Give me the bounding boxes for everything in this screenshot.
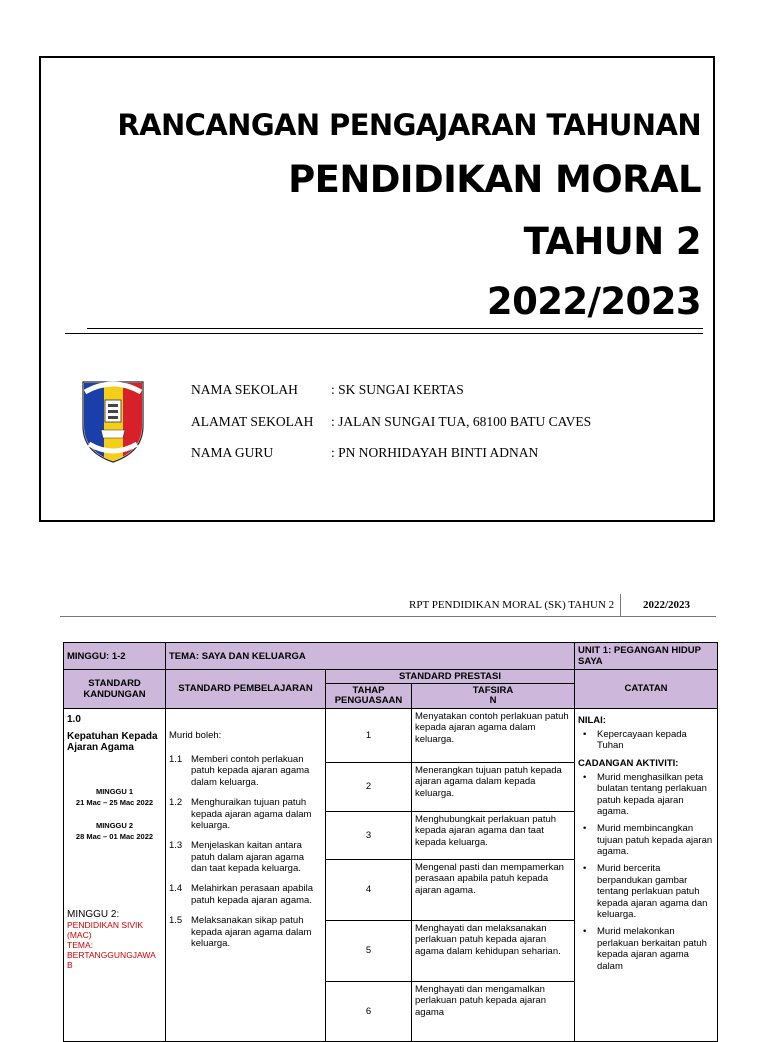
cover-title-line1: RANCANGAN PENGAJARAN TAHUNAN — [117, 108, 701, 142]
crest-red-band — [123, 382, 144, 464]
tafsiran-part-b: N — [489, 694, 497, 706]
sk-title: Kepatuhan Kepada Ajaran Agama — [67, 730, 158, 753]
sivik-line4: BERTANGGUNGJAWA — [67, 949, 156, 960]
col-header-sp: STANDARD PEMBELAJARAN — [166, 670, 326, 709]
table-row — [64, 708, 718, 762]
list-item: • Murid melakonkan perlakuan berkaitan patuh kepada ajaran agama dalam — [578, 926, 714, 972]
sk-cell — [64, 708, 166, 1041]
tahap-description: Menyatakan contoh perlakuan patuh kepada ajaran agama dalam keluarga. — [412, 708, 575, 762]
tahap-description: Menghayati dan melaksanakan perlakuan patuh kepada ajaran agama dalam kehidupan seharian. — [412, 920, 575, 981]
sivik-line5: B — [67, 959, 73, 970]
sp-item-num: 1.3 — [169, 840, 183, 852]
sp-item — [169, 883, 322, 906]
tahap-level: 3 — [326, 811, 412, 859]
nilai-list — [578, 729, 714, 752]
sp-item-text: Melahirkan perasaan apabila patuh kepada ajaran agama. — [191, 883, 313, 906]
info-value-school: : SK SUNGAI KERTAS — [331, 382, 464, 397]
minggu2-label: MINGGU 2 — [95, 820, 134, 830]
col-header-tafsiran — [412, 684, 575, 709]
sivik-line2: (MAC) — [67, 929, 92, 940]
cover-title-line2: PENDIDIKAN MORAL — [288, 158, 701, 201]
cover-divider-top — [87, 328, 703, 329]
list-item: • Kepercayaan kepada Tuhan — [578, 729, 714, 752]
sp-intro: Murid boleh: — [169, 729, 222, 741]
col-header-catatan: CATATAN — [575, 670, 718, 709]
catatan-cell — [575, 708, 718, 1041]
col-header-sk: STANDARD KANDUNGAN — [64, 670, 166, 709]
sp-item — [169, 840, 322, 874]
info-value-address: : JALAN SUNGAI TUA, 68100 BATU CAVES — [331, 413, 592, 429]
sp-cell — [166, 708, 326, 1041]
sp-item — [169, 915, 322, 949]
nilai-heading: NILAI: — [578, 714, 606, 726]
sp-item-text: Menjelaskan kaitan antara patuh dalam ajaran agama dan taat kepada keluarga. — [191, 840, 305, 875]
minggu2-date: 28 Mac – 01 Mac 2022 — [75, 831, 154, 841]
minggu-cell: MINGGU: 1-2 — [64, 643, 166, 670]
sp-item-num: 1.4 — [169, 883, 183, 895]
col-header-tahap: TAHAP PENGUASAAN — [326, 684, 412, 709]
minggu1-date: 21 Mac – 25 Mac 2022 — [75, 797, 154, 807]
page-header-separator — [620, 594, 621, 616]
aktiviti-heading: CADANGAN AKTIVITI: — [578, 757, 679, 769]
tahap-level: 5 — [326, 920, 412, 981]
sp-item — [169, 754, 322, 788]
aktiviti-list — [578, 772, 714, 972]
tahap-level: 4 — [326, 859, 412, 920]
tahap-level: 1 — [326, 708, 412, 762]
sp-item-text: Melaksanakan sikap patuh kepada ajaran agama dalam keluarga. — [191, 915, 312, 950]
list-item: • Murid bercerita berpandukan gambar tentang perlakuan patuh kepada ajaran agama dan keluarga. — [578, 863, 714, 920]
unit-cell: UNIT 1: PEGANGAN HIDUP SAYA — [575, 643, 718, 670]
sp-item-num: 1.2 — [169, 797, 183, 809]
page-header-year: 2022/2023 — [643, 599, 691, 611]
info-label-school: NAMA SEKOLAH — [191, 382, 298, 397]
col-header-prestasi: STANDARD PRESTASI — [326, 670, 575, 684]
table-header-row1 — [64, 670, 718, 684]
page-header-title: RPT PENDIDIKAN MORAL (SK) TAHUN 2 — [409, 599, 615, 611]
table-topline — [64, 643, 718, 670]
list-item: • Murid membincangkan tujuan patuh kepada ajaran agama. — [578, 823, 714, 857]
minggu1-label: MINGGU 1 — [95, 786, 134, 796]
info-label-teacher: NAMA GURU — [191, 445, 274, 460]
tahap-description: Menerangkan tujuan patuh kepada ajaran agama dalam kepada keluarga. — [412, 762, 575, 811]
tema-cell: TEMA: SAYA DAN KELUARGA — [166, 643, 575, 670]
sp-item — [169, 797, 322, 831]
minggu2-heading: MINGGU 2: — [67, 908, 120, 920]
tahap-description: Menghubungkait perlakuan patuh kepada ajaran agama dan taat kepada keluarga. — [412, 811, 575, 859]
list-item: • Murid menghasilkan peta bulatan tentang perlakuan patuh kepada ajaran agama. — [578, 772, 714, 818]
page-header-rule — [60, 616, 716, 617]
sivik-line3: TEMA: — [67, 939, 93, 950]
sivik-line1: PENDIDIKAN SIVIK — [67, 919, 144, 930]
tahap-description: Mengenal pasti dan mempamerkan perasaan apabila patuh kepada ajaran agama. — [412, 859, 575, 920]
cover-page — [39, 56, 715, 522]
tahap-level: 6 — [326, 981, 412, 1041]
tahap-description: Menghayati dan mengamalkan perlakuan patuh kepada ajaran agama — [412, 981, 575, 1041]
sp-item-num: 1.1 — [169, 753, 183, 765]
tahap-level: 2 — [326, 762, 412, 811]
sp-item-text: Menghuraikan tujuan patuh kepada ajaran agama dalam keluarga. — [191, 797, 312, 831]
rpt-table — [63, 642, 718, 1042]
sp-item-num: 1.5 — [169, 915, 183, 927]
cover-divider-bottom — [65, 333, 703, 334]
school-crest-icon — [79, 376, 147, 466]
sk-number: 1.0 — [67, 713, 81, 725]
info-label-address: ALAMAT SEKOLAH — [191, 413, 314, 429]
cover-title-line4: 2022/2023 — [486, 280, 701, 323]
tafsiran-part-a: TAFSIRA — [472, 685, 514, 696]
info-value-teacher: : PN NORHIDAYAH BINTI ADNAN — [331, 445, 539, 460]
cover-title-line3: TAHUN 2 — [523, 220, 701, 263]
sp-item-text: Memberi contoh perlakuan patuh kepada ajaran agama dalam keluarga. — [191, 753, 310, 788]
